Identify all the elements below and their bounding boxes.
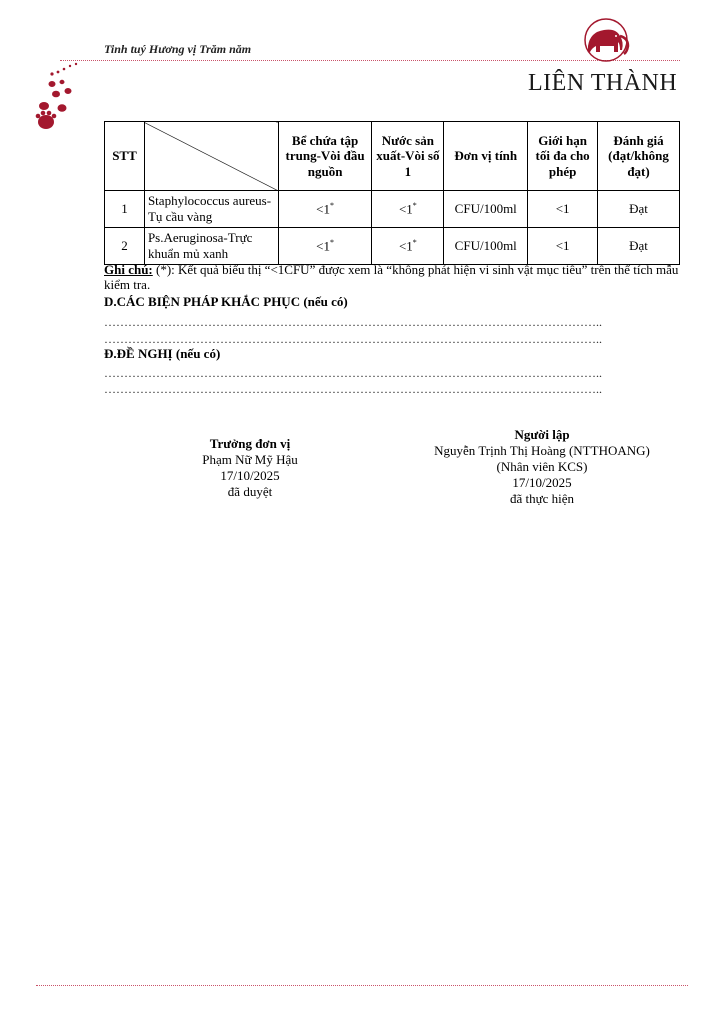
dotted-line: …………………………………………………………………………………………………………….. bbox=[104, 383, 602, 395]
brand-name: LIÊN THÀNH bbox=[528, 70, 678, 96]
elephant-logo-icon bbox=[576, 16, 636, 64]
cell-eval: Đạt bbox=[598, 191, 680, 228]
header-stt: STT bbox=[105, 122, 145, 191]
footnote bbox=[104, 262, 684, 292]
cell-v2: <1* bbox=[372, 228, 444, 265]
section-dd-heading: Đ.ĐỀ NGHỊ (nếu có) bbox=[104, 346, 221, 361]
signature-title: Trưởng đơn vị bbox=[209, 436, 291, 451]
cell-name: Staphylococcus aureus- Tụ cầu vàng bbox=[144, 191, 278, 228]
signature-title: Người lập bbox=[514, 427, 570, 442]
cell-v2: <1* bbox=[372, 191, 444, 228]
cell-limit: <1 bbox=[528, 228, 598, 265]
cell-limit: <1 bbox=[528, 191, 598, 228]
cell-stt: 1 bbox=[105, 191, 145, 228]
cell-v1: <1* bbox=[278, 228, 372, 265]
header-unit: Đơn vị tính bbox=[444, 122, 528, 191]
signature-right bbox=[412, 427, 672, 507]
footnote-label: Ghi chú: bbox=[104, 262, 153, 277]
header-eval: Đánh giá (đạt/không đạt) bbox=[598, 122, 680, 191]
footnote-text: (*): Kết quả biểu thị “<1CFU” được xem là “không phát hiện vi sinh vật mục tiêu” trên thể tích mẫu kiểm tra. bbox=[104, 262, 679, 292]
table-header-row bbox=[105, 122, 680, 191]
signature-role: (Nhân viên KCS) bbox=[496, 459, 588, 474]
signature-name: Phạm Nữ Mỹ Hậu bbox=[202, 452, 298, 467]
footer-divider bbox=[36, 985, 688, 986]
cell-unit: CFU/100ml bbox=[444, 228, 528, 265]
signature-status: đã thực hiện bbox=[509, 491, 575, 506]
header-limit: Giới hạn tối đa cho phép bbox=[528, 122, 598, 191]
section-d-heading: D.CÁC BIỆN PHÁP KHẮC PHỤC (nếu có) bbox=[104, 294, 348, 309]
header-diagonal-cell bbox=[144, 122, 278, 191]
signature-left bbox=[150, 436, 350, 500]
cell-v1: <1* bbox=[278, 191, 372, 228]
cell-stt: 2 bbox=[105, 228, 145, 265]
cell-eval: Đạt bbox=[598, 228, 680, 265]
cell-name: Ps.Aeruginosa-Trực khuẩn mủ xanh bbox=[144, 228, 278, 265]
paw-prints-decoration bbox=[30, 62, 100, 142]
dotted-line: …………………………………………………………………………………………………………….. bbox=[104, 316, 602, 328]
table-row bbox=[105, 191, 680, 228]
signature-status: đã duyệt bbox=[227, 484, 273, 499]
dotted-line: …………………………………………………………………………………………………………….. bbox=[104, 333, 602, 345]
header-col2: Nước sản xuất-Vòi số 1 bbox=[372, 122, 444, 191]
cell-unit: CFU/100ml bbox=[444, 191, 528, 228]
signature-date: 17/10/2025 bbox=[220, 468, 280, 483]
signature-name: Nguyễn Trịnh Thị Hoàng (NTTHOANG) bbox=[434, 443, 650, 458]
signature-date: 17/10/2025 bbox=[512, 475, 572, 490]
header-slogan: Tinh tuý Hương vị Trăm năm bbox=[104, 42, 252, 56]
header-col1: Bể chứa tập trung-Vòi đầu nguồn bbox=[278, 122, 372, 191]
table-row bbox=[105, 228, 680, 265]
dotted-line: …………………………………………………………………………………………………………….. bbox=[104, 367, 602, 379]
results-table bbox=[104, 121, 680, 265]
